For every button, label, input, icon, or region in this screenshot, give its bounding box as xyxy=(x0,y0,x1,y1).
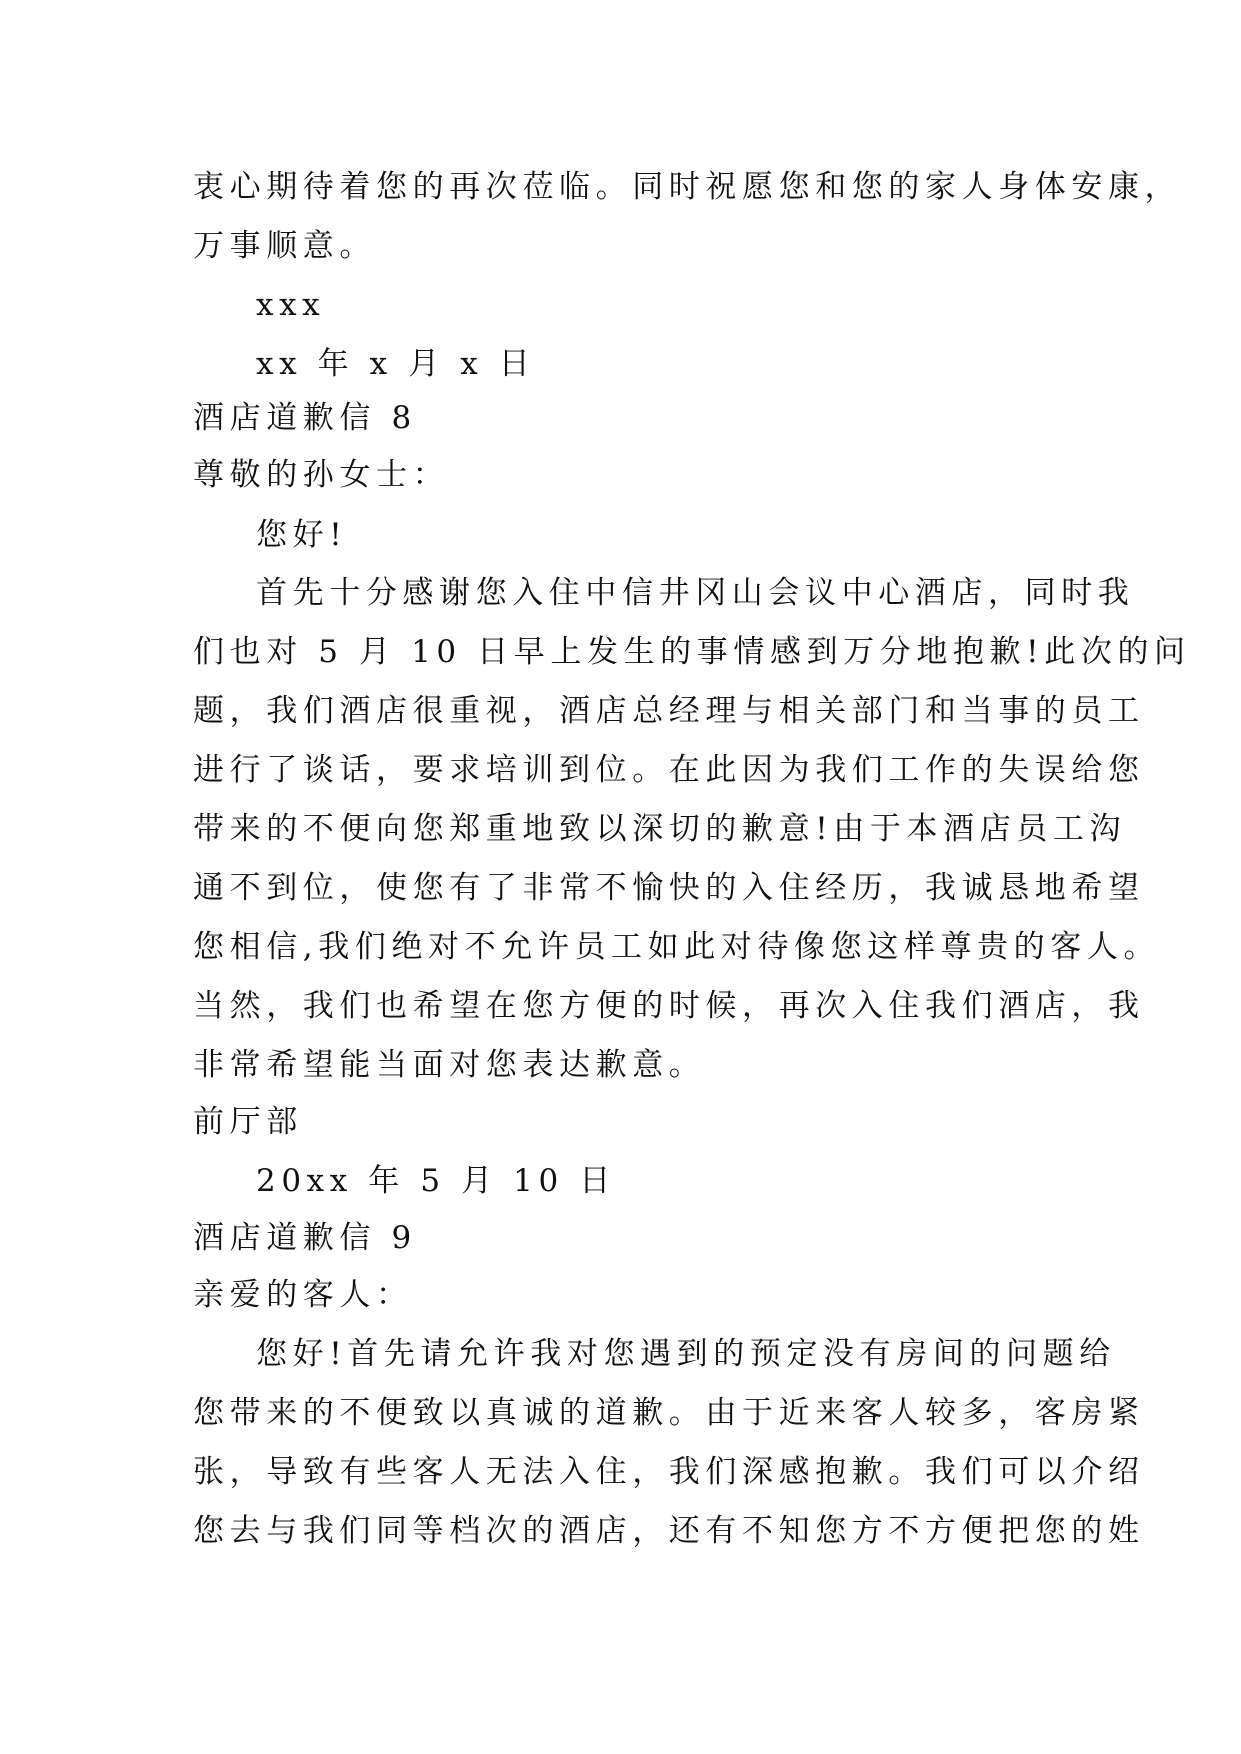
paragraph-line: 们也对 5 月 10 日早上发生的事情感到万分地抱歉!此次的问 xyxy=(193,634,1191,670)
paragraph-line: 题，我们酒店很重视，酒店总经理与相关部门和当事的员工 xyxy=(193,693,1145,729)
paragraph-line: 进行了谈话，要求培训到位。在此因为我们工作的失误给您 xyxy=(193,752,1145,788)
signature-date: 20xx 年 5 月 10 日 xyxy=(256,1163,616,1199)
salutation: 亲爱的客人： xyxy=(193,1277,413,1313)
paragraph-line: 您相信,我们绝对不允许员工如此对待像您这样尊贵的客人。 xyxy=(193,929,1161,965)
paragraph-line: 您好!首先请允许我对您遇到的预定没有房间的问题给 xyxy=(256,1336,1116,1372)
signature-department: 前厅部 xyxy=(193,1104,303,1140)
paragraph-line: 非常希望能当面对您表达歉意。 xyxy=(193,1047,706,1083)
signature-name: xxx xyxy=(256,287,326,323)
paragraph-line: 您带来的不便致以真诚的道歉。由于近来客人较多，客房紧 xyxy=(193,1395,1145,1431)
paragraph-line: 带来的不便向您郑重地致以深切的歉意!由于本酒店员工沟 xyxy=(193,811,1127,847)
section-heading: 酒店道歉信 8 xyxy=(193,400,417,436)
section-heading: 酒店道歉信 9 xyxy=(193,1220,417,1256)
paragraph-line: 您去与我们同等档次的酒店，还有不知您方不方便把您的姓 xyxy=(193,1513,1145,1549)
paragraph-line: 万事顺意。 xyxy=(193,228,376,264)
salutation: 尊敬的孙女士： xyxy=(193,457,450,493)
greeting: 您好! xyxy=(256,517,348,553)
paragraph-line: 张，导致有些客人无法入住，我们深感抱歉。我们可以介绍 xyxy=(193,1454,1145,1490)
paragraph-line: 当然，我们也希望在您方便的时候，再次入住我们酒店，我 xyxy=(193,988,1145,1024)
paragraph-line: 衷心期待着您的再次莅临。同时祝愿您和您的家人身体安康， xyxy=(193,169,1182,205)
paragraph-line: 首先十分感谢您入住中信井冈山会议中心酒店，同时我 xyxy=(256,575,1135,611)
signature-date: xx 年 x 月 x 日 xyxy=(256,346,536,382)
paragraph-line: 通不到位，使您有了非常不愉快的入住经历，我诚恳地希望 xyxy=(193,870,1145,906)
